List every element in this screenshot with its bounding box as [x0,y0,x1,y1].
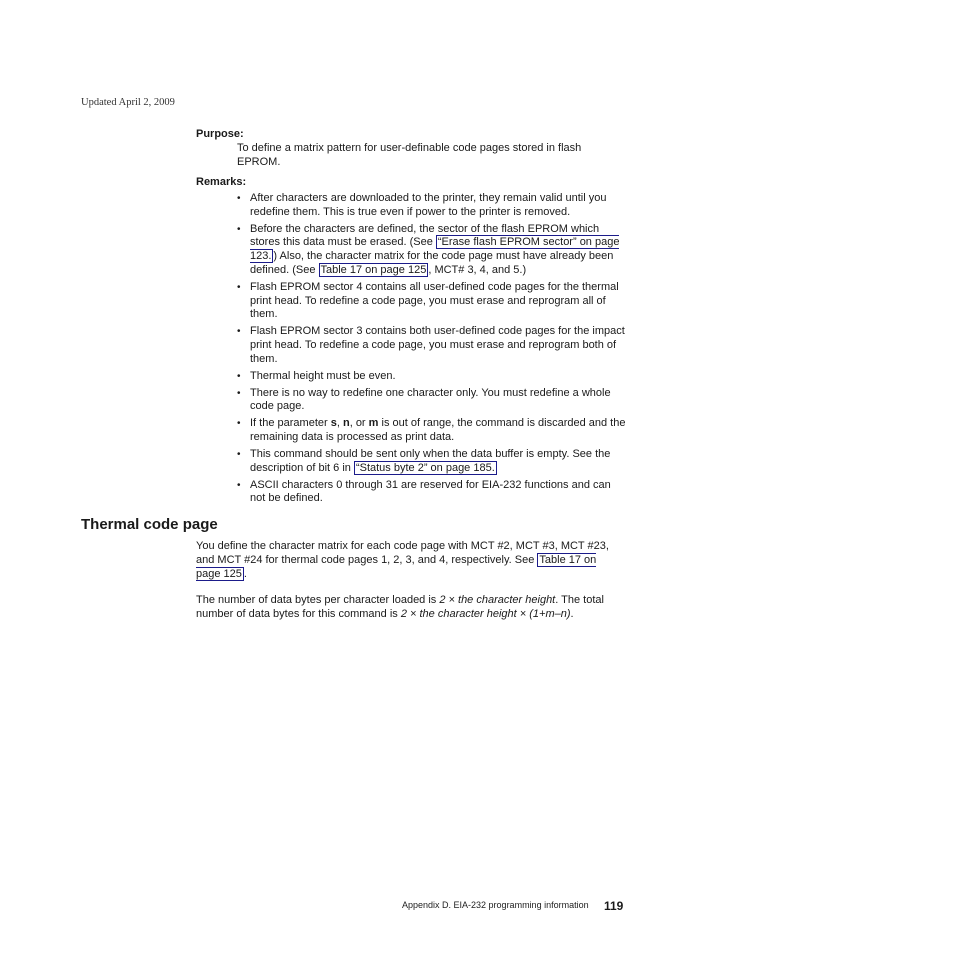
param-n: n [342,417,350,430]
param-s: s [330,417,337,430]
page-number: 119 [604,899,624,913]
section-heading: Thermal code page [81,516,218,533]
list-item: • Flash EPROM sector 4 contains all user-defined code pages for the thermal print head. To redefine a code page, you must erase and reprogram all of them. [237,281,629,322]
list-item: • ASCII characters 0 through 31 are reserved for EIA-232 functions and can not be defined. [237,479,629,506]
erase-sector-link[interactable]: “Erase flash EPROM sector” on page 123. [250,236,620,263]
remarks-list [237,192,629,509]
table17-link-2[interactable]: Table 17 on page 125 [196,554,597,580]
list-item: • Before the characters are defined, the sector of the flash EPROM which stores this data must be erased. (See “Erase flash EPROM sector” on page 123. ) Also, the character matrix for the code page must have already been defined. (See Table 17 on page 125 , MCT# 3, 4, and 5.) [237,223,629,278]
expression-2: 2 × the character height × (1+m–n) [400,608,571,620]
remarks-label: Remarks: [196,176,247,188]
table17-link[interactable]: Table 17 on page 125 [320,263,427,276]
list-item: • After characters are downloaded to the printer, they remain valid until you redefine them. This is true even if power to the printer is removed. [237,192,629,219]
list-item: • Flash EPROM sector 3 contains both user-defined code pages for the impact print head. To redefine a code page, you must erase and reprogram both of them. [237,325,629,366]
footer-text: Appendix D. EIA-232 programming information [402,900,589,910]
list-item: • If the parameter s, n, or m is out of range, the command is discarded and the remaining data is processed as print data. [237,417,629,444]
list-item: • Thermal height must be even. [237,370,629,384]
status-byte2-link[interactable]: “Status byte 2” on page 185. [355,461,495,474]
purpose-text: To define a matrix pattern for user-definable code pages stored in flash EPROM. [237,142,582,168]
updated-date: Updated April 2, 2009 [81,97,175,108]
thermal-paragraph-1: You define the character matrix for each code page with MCT #2, MCT #3, MCT #23, and MCT #24 for thermal code pages 1, 2, 3, and 4, respectively. See Table 17 on page 125 . [196,540,609,580]
list-item: • This command should be sent only when the data buffer is empty. See the description of bit 6 in “Status byte 2” on page 185. [237,448,629,475]
purpose-label: Purpose: [196,128,244,140]
list-item: • There is no way to redefine one character only. You must redefine a whole code page. [237,387,629,414]
thermal-paragraph-2: The number of data bytes per character loaded is 2 × the character height. The total number of data bytes for this command is 2 × the character height × (1+m–n). [196,594,604,620]
param-m: m [368,417,379,430]
expression-1: 2 × the character height [439,594,556,606]
